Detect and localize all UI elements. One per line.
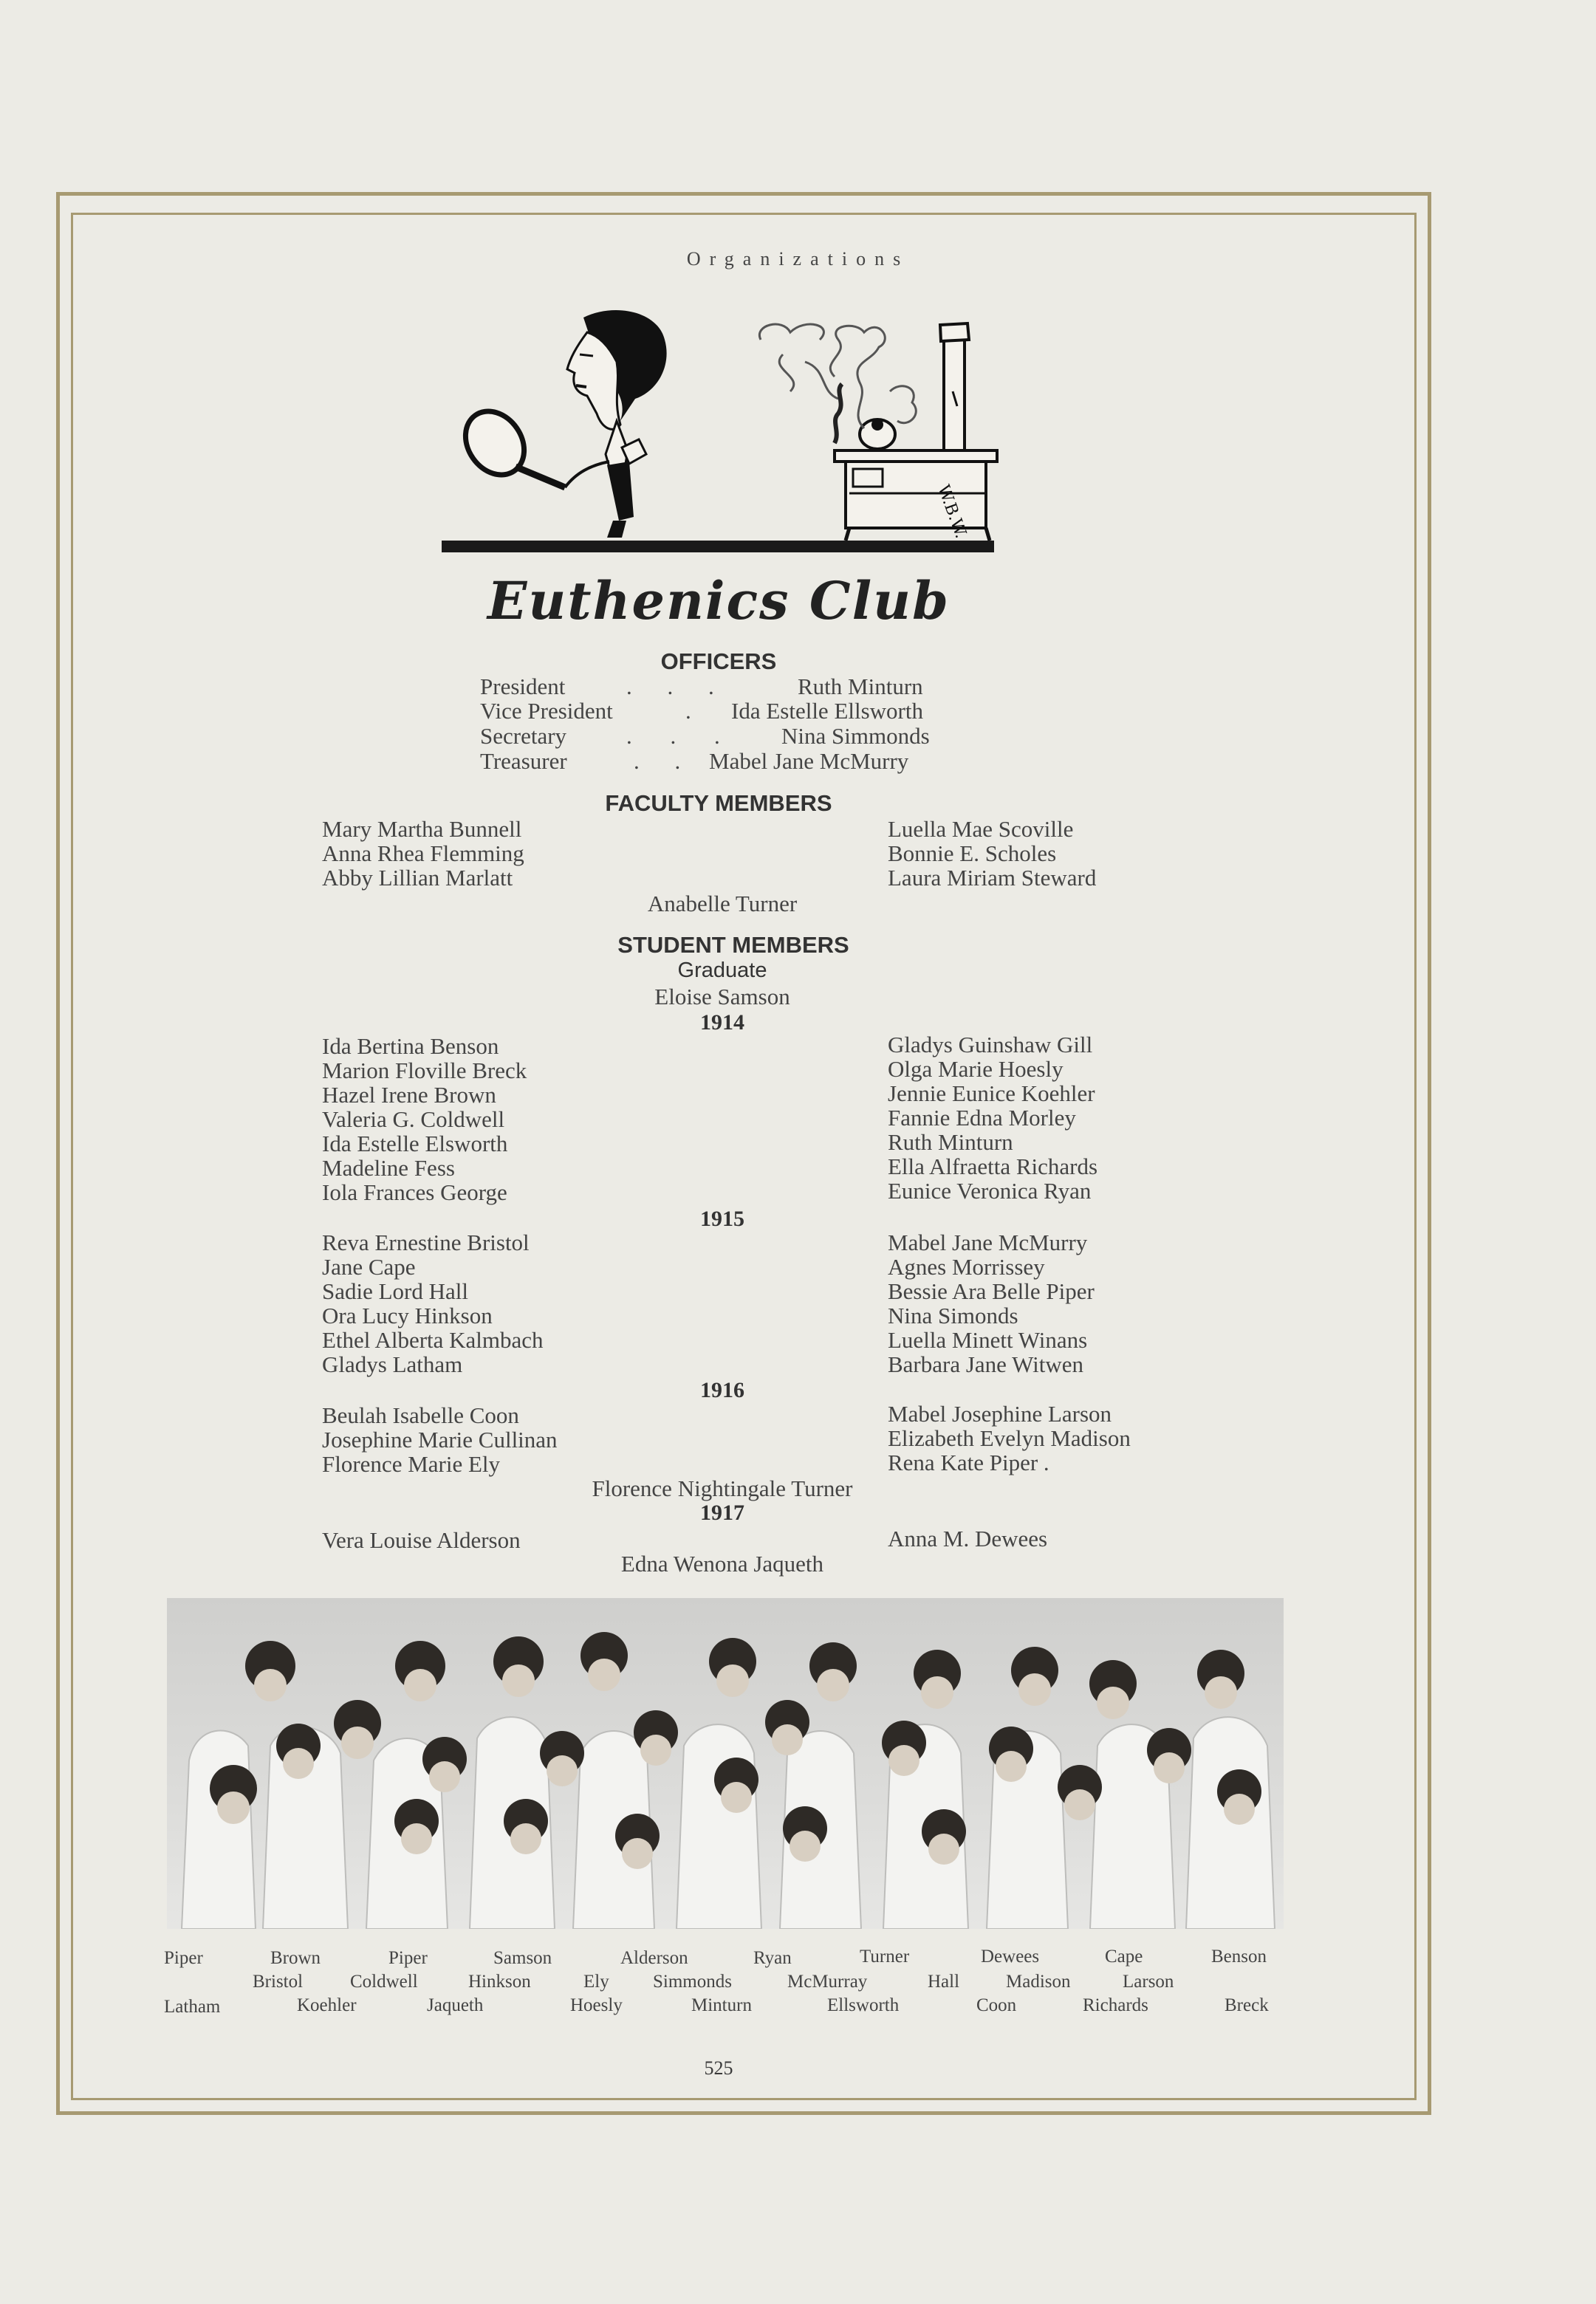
student-member: Bessie Ara Belle Piper bbox=[888, 1278, 1095, 1304]
officer-dots: . . . bbox=[626, 673, 729, 699]
student-member: Madeline Fess bbox=[322, 1155, 455, 1181]
officer-dots: . bbox=[685, 698, 691, 724]
page-number: 525 bbox=[704, 2057, 733, 2079]
page-title: Euthenics Club bbox=[487, 570, 951, 631]
caption-name: Minturn bbox=[691, 1995, 752, 2015]
faculty-member: Abby Lillian Marlatt bbox=[322, 865, 513, 891]
year-1917-heading: 1917 bbox=[700, 1501, 744, 1525]
class-1915-right bbox=[888, 1230, 1095, 1376]
caption-name: Richards bbox=[1083, 1995, 1148, 2015]
faculty-member: Anna Rhea Flemming bbox=[322, 840, 524, 866]
student-member: Vera Louise Alderson bbox=[322, 1527, 521, 1553]
faculty-left-column bbox=[322, 817, 524, 890]
officer-dots: . . . bbox=[626, 723, 736, 749]
group-photo-figures bbox=[167, 1598, 1284, 1929]
year-1914-heading: 1914 bbox=[700, 1010, 744, 1035]
caption-name: Benson bbox=[1211, 1947, 1267, 1967]
floor-line bbox=[442, 541, 994, 552]
officer-dots: . . bbox=[634, 748, 696, 774]
student-member: Jane Cape bbox=[322, 1254, 416, 1280]
student-member: Sadie Lord Hall bbox=[322, 1278, 469, 1304]
officer-name-secretary: Nina Simmonds bbox=[781, 723, 930, 749]
caption-name: Brown bbox=[270, 1948, 321, 1968]
student-member: Hazel Irene Brown bbox=[322, 1082, 496, 1108]
student-member: Gladys Latham bbox=[322, 1351, 463, 1377]
caption-name: Alderson bbox=[620, 1948, 688, 1968]
student-member: Agnes Morrissey bbox=[888, 1254, 1045, 1280]
stove-lettering: W.B.W. bbox=[934, 482, 970, 541]
cartoon-illustration bbox=[436, 303, 1004, 561]
officer-name-treasurer: Mabel Jane McMurry bbox=[709, 748, 909, 774]
class-1914-right bbox=[888, 1032, 1097, 1203]
student-member: Jennie Eunice Koehler bbox=[888, 1080, 1095, 1106]
student-member: Gladys Guinshaw Gill bbox=[888, 1032, 1093, 1057]
student-member: Eunice Veronica Ryan bbox=[888, 1178, 1092, 1204]
caption-name: McMurray bbox=[787, 1972, 868, 1992]
caption-name: Piper bbox=[388, 1948, 428, 1968]
student-member: Fannie Edna Morley bbox=[888, 1105, 1076, 1131]
student-member: Anna M. Dewees bbox=[888, 1526, 1048, 1552]
caption-name: Larson bbox=[1123, 1972, 1174, 1992]
caption-name: Ely bbox=[583, 1972, 609, 1992]
student-member: Ella Alfraetta Richards bbox=[888, 1153, 1098, 1179]
faculty-member: Luella Mae Scoville bbox=[888, 816, 1074, 842]
student-member: Florence Marie Ely bbox=[322, 1451, 501, 1477]
officer-role-president: President bbox=[480, 673, 566, 699]
student-member-center: Edna Wenona Jaqueth bbox=[620, 1551, 824, 1577]
caption-name: Bristol bbox=[253, 1972, 304, 1992]
caption-name: Hoesly bbox=[570, 1995, 623, 2015]
stove-figure bbox=[759, 323, 997, 541]
year-1916-heading: 1916 bbox=[700, 1378, 744, 1402]
class-1915-left bbox=[322, 1230, 544, 1376]
caption-name: Hall bbox=[928, 1972, 960, 1992]
graduate-label: Graduate bbox=[677, 959, 767, 982]
faculty-member: Mary Martha Bunnell bbox=[322, 816, 522, 842]
caption-name: Coon bbox=[976, 1995, 1017, 2015]
student-member: Beulah Isabelle Coon bbox=[322, 1402, 519, 1428]
student-member: Mabel Jane McMurry bbox=[888, 1230, 1088, 1255]
student-member: Valeria G. Coldwell bbox=[322, 1106, 505, 1132]
woman-with-mirror-figure bbox=[453, 310, 666, 538]
caption-name: Koehler bbox=[297, 1995, 357, 2015]
student-member: Barbara Jane Witwen bbox=[888, 1351, 1084, 1377]
group-photo bbox=[167, 1598, 1284, 1929]
student-member: Ida Estelle Elsworth bbox=[322, 1131, 508, 1156]
caption-name: Dewees bbox=[981, 1947, 1040, 1967]
officer-name-president: Ruth Minturn bbox=[798, 673, 923, 699]
caption-name: Simmonds bbox=[653, 1972, 732, 1992]
officer-role-secretary: Secretary bbox=[480, 723, 567, 749]
student-member: Nina Simonds bbox=[888, 1303, 1018, 1328]
caption-name: Breck bbox=[1225, 1995, 1269, 2015]
student-member-center: Florence Nightingale Turner bbox=[592, 1475, 853, 1501]
caption-name: Hinkson bbox=[468, 1972, 531, 1992]
student-member: Elizabeth Evelyn Madison bbox=[888, 1425, 1131, 1451]
student-member: Ruth Minturn bbox=[888, 1129, 1013, 1155]
graduate-member: Eloise Samson bbox=[654, 984, 790, 1009]
class-1914-left bbox=[322, 1034, 527, 1204]
faculty-member-center: Anabelle Turner bbox=[647, 891, 798, 916]
officer-name-vice-president: Ida Estelle Ellsworth bbox=[731, 698, 923, 724]
class-1916-right bbox=[888, 1402, 1131, 1475]
student-member: Rena Kate Piper . bbox=[888, 1450, 1049, 1475]
faculty-member: Bonnie E. Scholes bbox=[888, 840, 1057, 866]
caption-name: Cape bbox=[1105, 1947, 1143, 1967]
officer-role-vice-president: Vice President bbox=[480, 698, 613, 724]
faculty-member: Laura Miriam Steward bbox=[888, 865, 1097, 891]
caption-name: Piper bbox=[164, 1948, 203, 1968]
caption-name: Jaqueth bbox=[427, 1995, 484, 2015]
student-member: Ethel Alberta Kalmbach bbox=[322, 1327, 544, 1353]
student-member: Ora Lucy Hinkson bbox=[322, 1303, 493, 1328]
caption-name: Ellsworth bbox=[827, 1995, 900, 2015]
student-member: Luella Minett Winans bbox=[888, 1327, 1088, 1353]
student-member: Marion Floville Breck bbox=[322, 1057, 527, 1083]
student-member: Ida Bertina Benson bbox=[322, 1033, 499, 1059]
caption-name: Turner bbox=[860, 1947, 910, 1967]
faculty-right-column bbox=[888, 817, 1096, 890]
caption-name: Latham bbox=[164, 1997, 221, 2017]
faculty-heading: FACULTY MEMBERS bbox=[605, 790, 832, 816]
caption-name: Coldwell bbox=[350, 1972, 418, 1992]
officers-heading: OFFICERS bbox=[660, 648, 777, 674]
class-1916-left bbox=[322, 1403, 558, 1476]
student-member: Mabel Josephine Larson bbox=[888, 1401, 1112, 1427]
caption-name: Ryan bbox=[753, 1948, 792, 1968]
section-header: Organizations bbox=[686, 248, 910, 270]
officer-role-treasurer: Treasurer bbox=[480, 748, 567, 774]
student-member: Olga Marie Hoesly bbox=[888, 1056, 1064, 1082]
year-1915-heading: 1915 bbox=[700, 1207, 744, 1231]
student-member: Josephine Marie Cullinan bbox=[322, 1427, 558, 1453]
students-heading: STUDENT MEMBERS bbox=[617, 932, 849, 958]
student-member: Iola Frances George bbox=[322, 1179, 507, 1205]
student-member: Reva Ernestine Bristol bbox=[322, 1230, 530, 1255]
caption-name: Samson bbox=[493, 1948, 552, 1968]
caption-name: Madison bbox=[1006, 1972, 1071, 1992]
